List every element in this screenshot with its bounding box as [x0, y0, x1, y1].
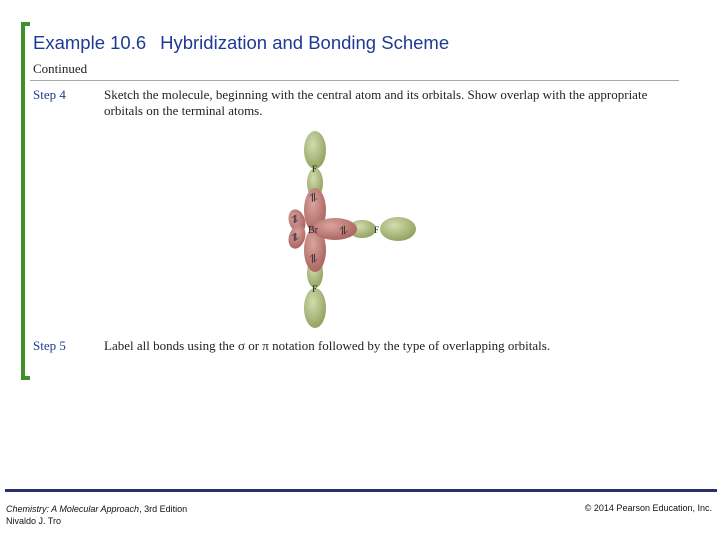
footer-copyright: © 2014 Pearson Education, Inc.	[584, 503, 712, 513]
electron-pair-top: ⥮	[309, 191, 318, 205]
electron-pair-bottom: ⥮	[309, 252, 318, 266]
atom-label-br: Br	[308, 225, 318, 236]
br-lobe-right	[313, 218, 357, 240]
atom-label-f-bottom: F	[312, 284, 318, 294]
electron-pair-right: ⥮	[339, 224, 348, 238]
footer-edition: , 3rd Edition	[139, 504, 188, 514]
atom-label-f-top: F	[312, 164, 318, 174]
footer-book-title: Chemistry: A Molecular Approach	[6, 504, 140, 514]
electron-pair-lone-2: ⥮	[291, 231, 299, 244]
electron-pair-lone-1: ⥮	[291, 213, 299, 226]
step-4-label: Step 4	[33, 87, 66, 102]
step-4-text: Sketch the molecule, beginning with the central atom and its orbitals. Show overlap with the appropriate orbitals on the terminal atoms.	[104, 87, 648, 118]
footer-citation	[6, 503, 187, 527]
atom-label-f-right: F	[374, 225, 380, 235]
bottom-f-lobe-large	[304, 288, 326, 328]
footer-author: Nivaldo J. Tro	[6, 516, 62, 526]
page-title	[33, 32, 449, 54]
example-title: Hybridization and Bonding Scheme	[160, 32, 450, 53]
step-5-label: Step 5	[33, 338, 66, 353]
right-f-lobe-large	[380, 217, 416, 241]
continued-label: Continued	[33, 61, 88, 76]
footer-divider	[5, 489, 717, 492]
step-5-text: Label all bonds using the σ or π notation followed by the type of overlapping orbitals.	[104, 338, 551, 353]
left-bracket-decoration	[21, 22, 30, 380]
brf3-orbital-diagram	[230, 128, 430, 341]
header-divider	[30, 80, 679, 81]
example-number: Example 10.6	[33, 32, 147, 53]
